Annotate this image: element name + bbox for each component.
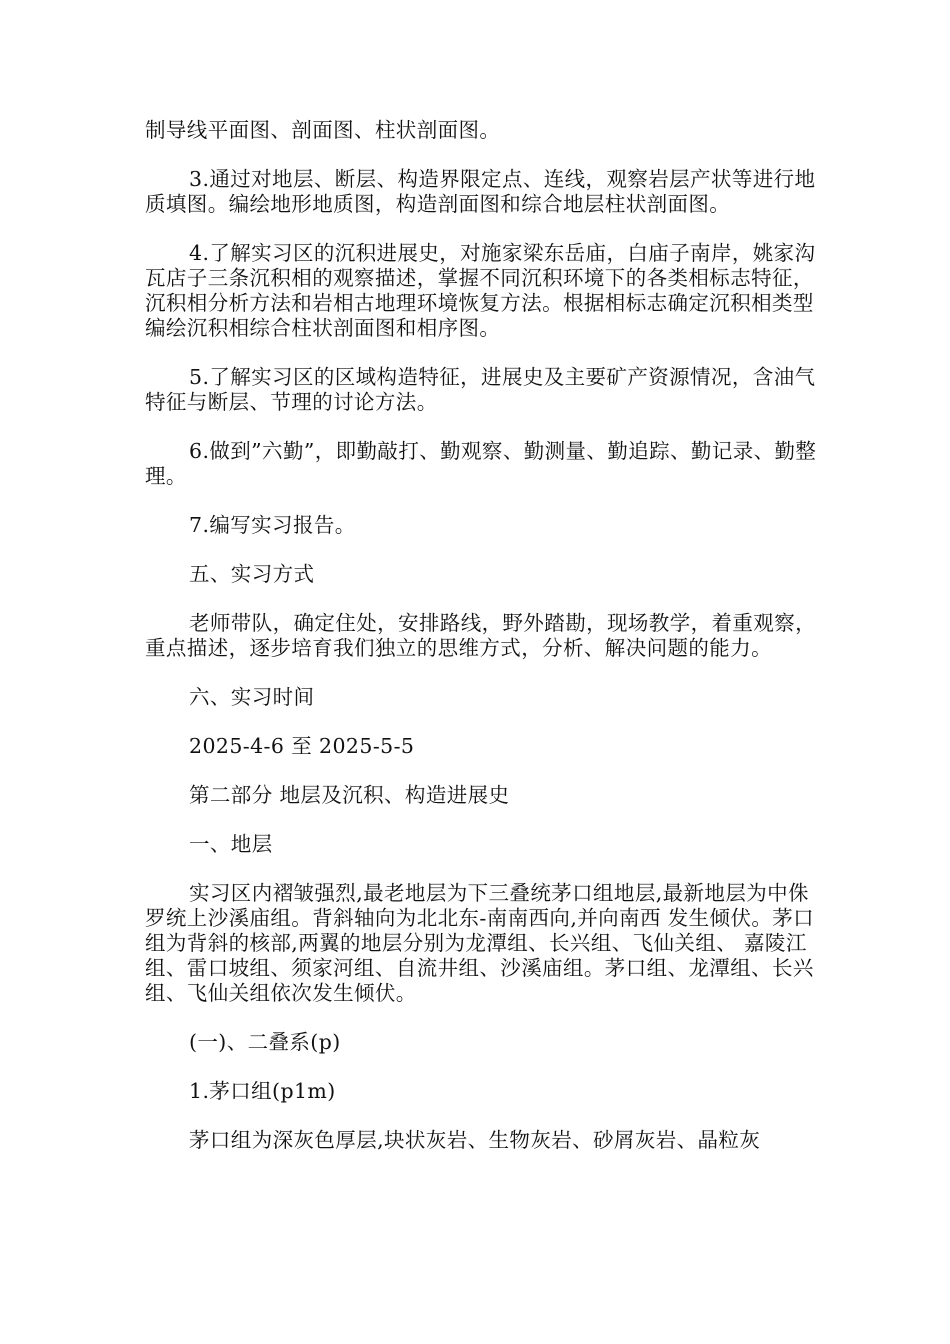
date-range: 2025-4-6 至 2025-5-5: [189, 734, 415, 758]
section-heading-method: 五、实习方式: [189, 562, 315, 586]
paragraph-maokou: 茅口组为深灰色厚层,块状灰岩、生物灰岩、砂屑灰岩、晶粒灰: [189, 1128, 761, 1152]
paragraph-method: 老师带队，确定住处，安排路线，野外踏勘，现场教学，着重观察，重点描述，逐步培育我们独立的思维方式，分析、解决问题的能力。: [145, 611, 816, 660]
subsection-heading-permian: (一)、二叠系(p): [189, 1030, 341, 1054]
paragraph-item-3: 3.通过对地层、断层、构造界限定点、连线，观察岩层产状等进行地质填图。编绘地形地质图，构造剖面图和综合地层柱状剖面图。: [145, 167, 816, 216]
paragraph-item-6: 6.做到”六勤”，即勤敲打、勤观察、勤测量、勤追踪、勤记录、勤整理。: [145, 439, 817, 488]
subsection-heading-maokou: 1.茅口组(p1m): [189, 1079, 336, 1103]
section-heading-time: 六、实习时间: [189, 685, 315, 709]
paragraph-item-4: 4.了解实习区的沉积进展史，对施家梁东岳庙，白庙子南岸，姚家沟瓦店子三条沉积相的观察描述，掌握不同沉积环境下的各类相标志特征，沉积相分析方法和岩相古地理环境恢复方法。根据相标志确定沉积相类型编绘沉积相综合柱状剖面图和相序图。: [145, 241, 816, 340]
document-body: [145, 118, 825, 1177]
paragraph-item-5: 5.了解实习区的区域构造特征，进展史及主要矿产资源情况，含油气特征与断层、节理的讨论方法。: [145, 365, 816, 414]
paragraph-continuation: 制导线平面图、剖面图、柱状剖面图。: [145, 118, 501, 142]
paragraph-item-7: 7.编写实习报告。: [189, 513, 356, 537]
part-heading: 第二部分 地层及沉积、构造进展史: [189, 783, 510, 807]
section-heading-strata: 一、地层: [189, 832, 273, 856]
paragraph-strata: 实习区内褶皱强烈,最老地层为下三叠统茅口组地层,最新地层为中侏罗统上沙溪庙组。背斜轴向为北北东-南南西向,并向南西 发生倾伏。茅口组为背斜的核部,两翼的地层分别为龙潭组、长兴组、飞仙关组、 嘉陵江组、雷口坡组、须家河组、自流井组、沙溪庙组。茅口组、龙潭组、长兴组、飞仙关组依次发生倾伏。: [145, 881, 815, 1005]
